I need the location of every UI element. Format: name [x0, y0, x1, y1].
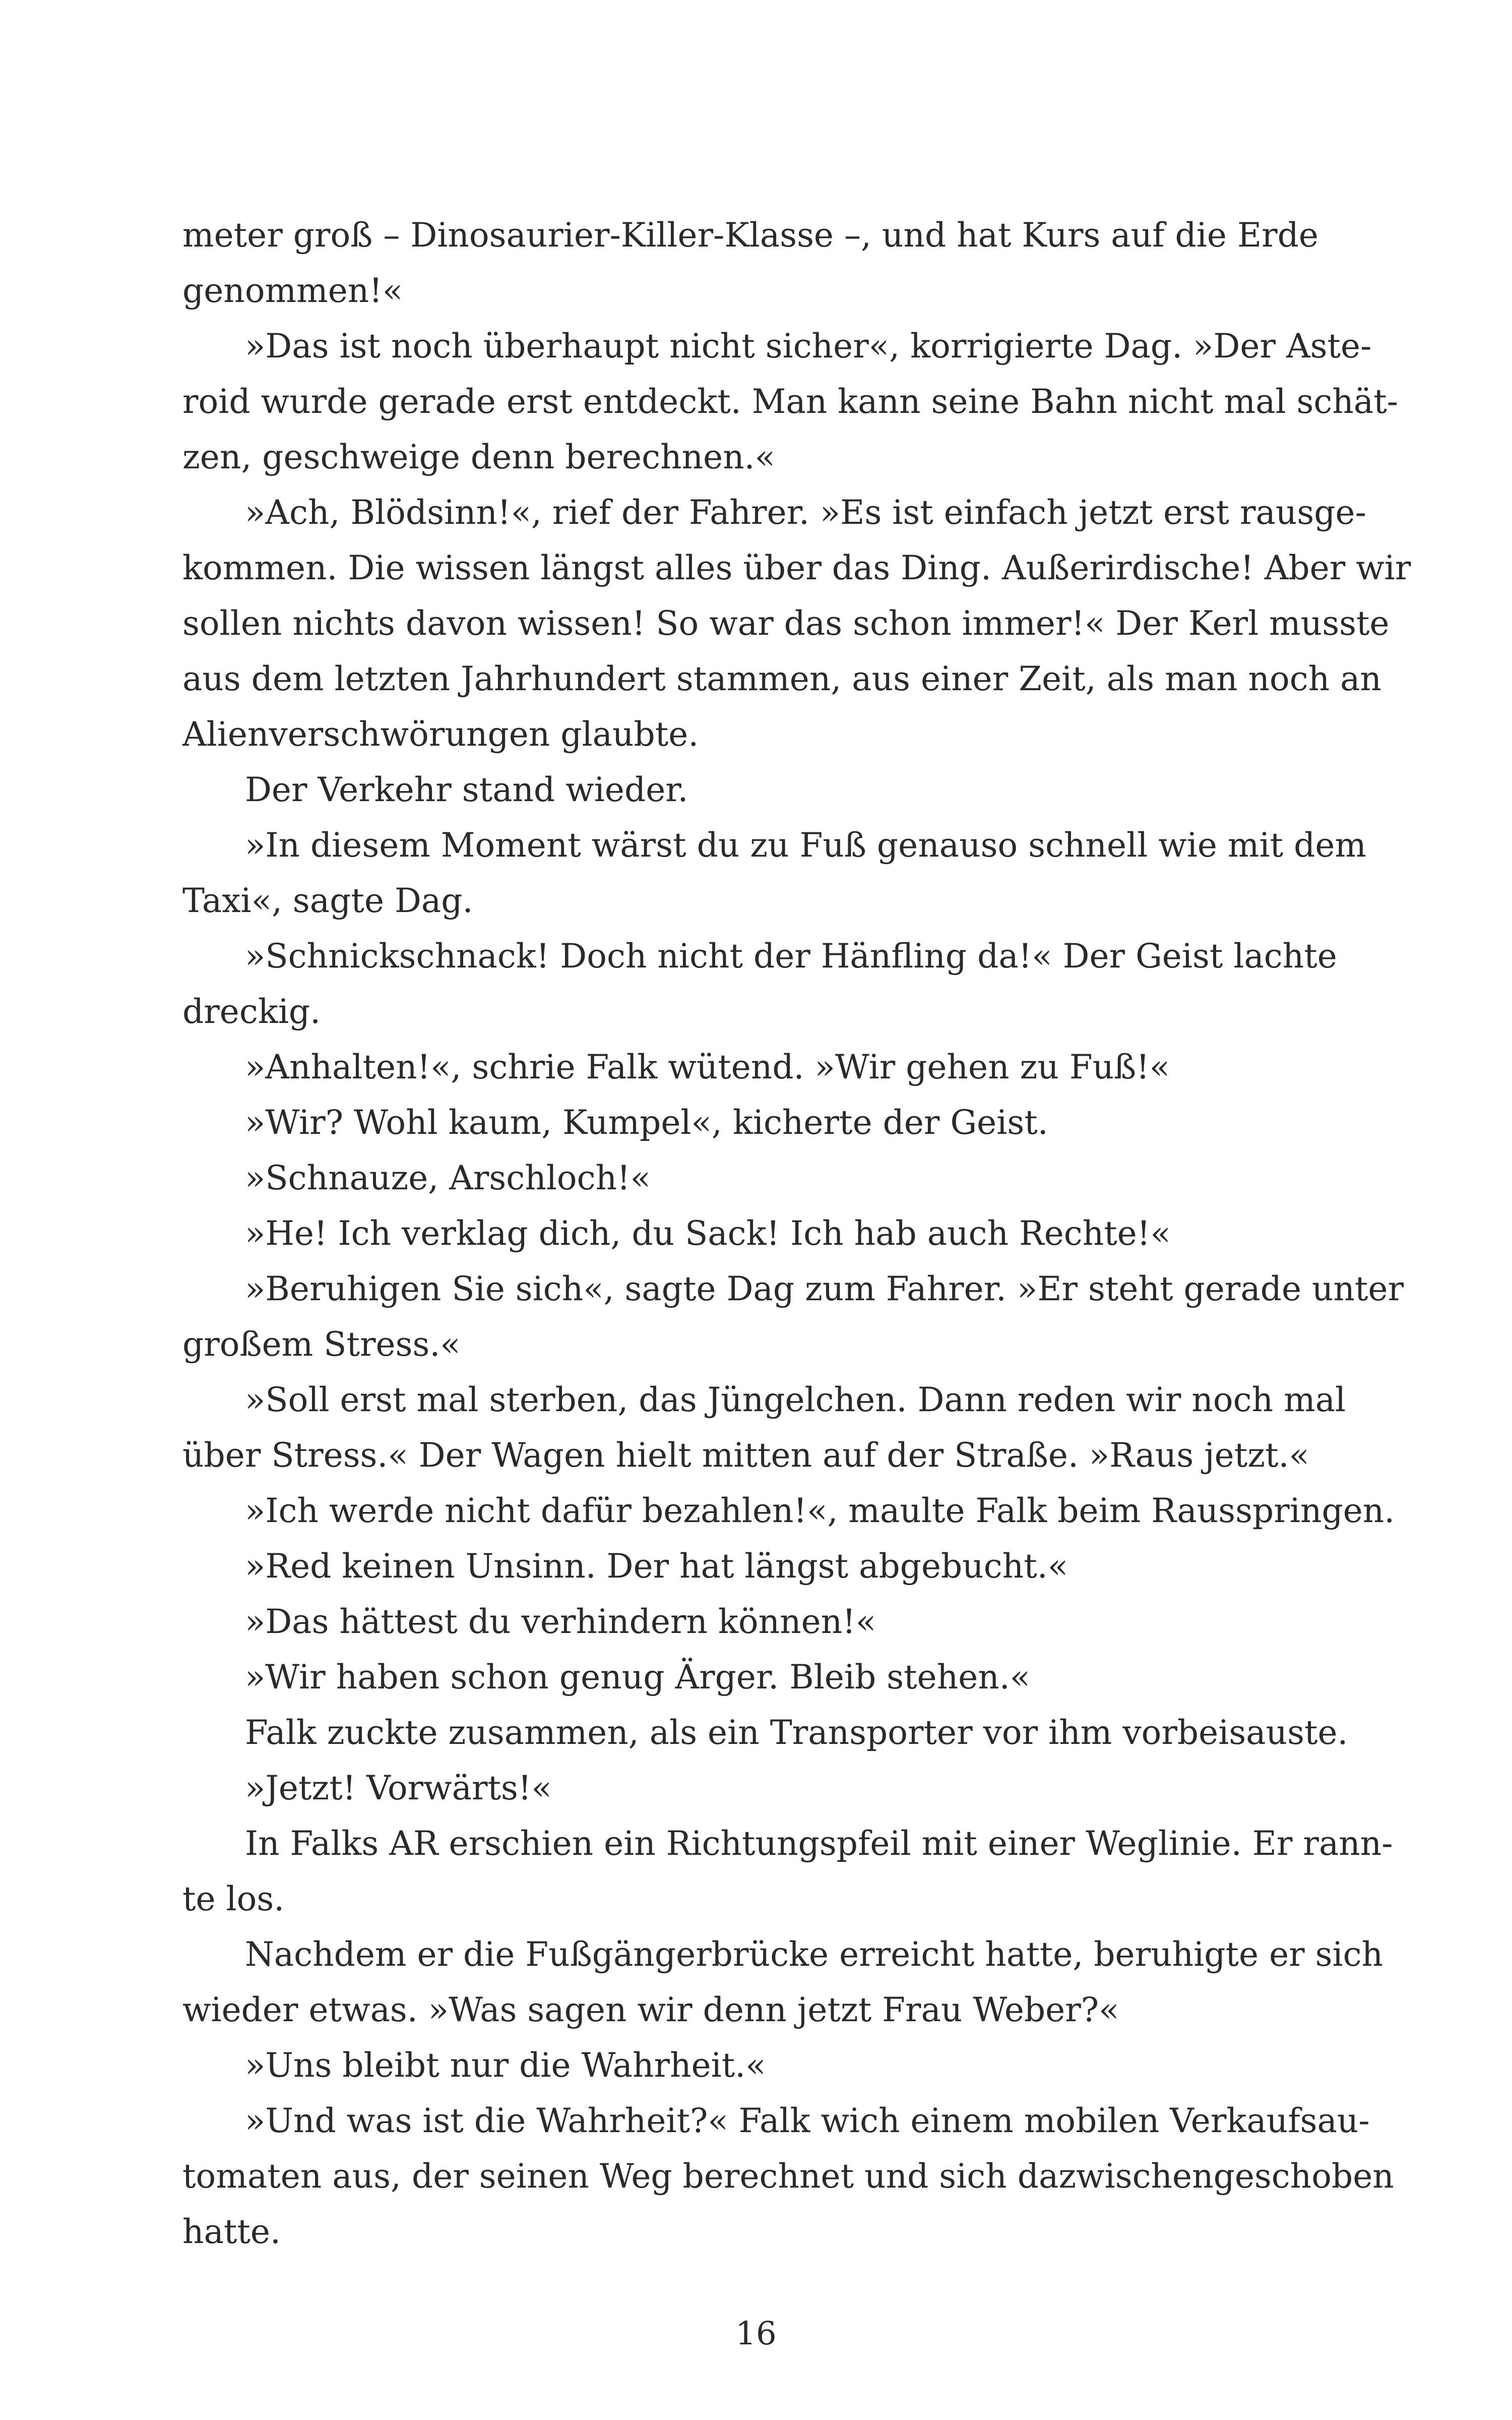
text-line: »Anhalten!«, schrie Falk wütend. »Wir gehen zu Fuß!«	[245, 1048, 1170, 1086]
text-line: großem Stress.«	[182, 1325, 461, 1364]
text-line: »Schnauze, Arschloch!«	[245, 1159, 651, 1197]
text-line: meter groß – Dinosaurier-Killer-Klasse –, und hat Kurs auf die Erde	[182, 216, 1318, 255]
text-line: Taxi«, sagte Dag.	[182, 881, 473, 920]
text-line: »Wir? Wohl kaum, Kumpel«, kicherte der Geist.	[245, 1103, 1048, 1142]
text-line: zen, geschweige denn berechnen.«	[182, 438, 776, 476]
text-line: Falk zuckte zusammen, als ein Transporter vor ihm vorbeisauste.	[245, 1713, 1348, 1752]
text-line: wieder etwas. »Was sagen wir denn jetzt Frau Weber?«	[182, 1990, 1119, 2029]
text-line: Der Verkehr stand wieder.	[245, 770, 688, 809]
text-line: »Uns bleibt nur die Wahrheit.«	[245, 2046, 766, 2085]
page-number: 16	[735, 2315, 777, 2352]
text-line: über Stress.« Der Wagen hielt mitten auf der Straße. »Raus jetzt.«	[182, 1436, 1309, 1475]
text-line: »Jetzt! Vorwärts!«	[245, 1769, 552, 1807]
text-line: »Das ist noch überhaupt nicht sicher«, korrigierte Dag. »Der Aste-	[245, 327, 1372, 366]
text-line: »In diesem Moment wärst du zu Fuß genauso schnell wie mit dem	[245, 826, 1367, 865]
text-line: »Schnickschnack! Doch nicht der Hänfling da!« Der Geist lachte	[245, 937, 1337, 976]
text-line: roid wurde gerade erst entdeckt. Man kann seine Bahn nicht mal schät-	[182, 382, 1399, 421]
text-line: Alienverschwörungen glaubte.	[182, 715, 699, 754]
text-line: »Beruhigen Sie sich«, sagte Dag zum Fahrer. »Er steht gerade unter	[245, 1269, 1404, 1308]
text-line: »Ach, Blödsinn!«, rief der Fahrer. »Es ist einfach jetzt erst rausge-	[245, 493, 1366, 532]
text-line: Nachdem er die Fußgängerbrücke erreicht hatte, beruhigte er sich	[245, 1935, 1383, 1974]
text-line: »Red keinen Unsinn. Der hat längst abgebucht.«	[245, 1547, 1068, 1586]
text-line: »He! Ich verklag dich, du Sack! Ich hab auch Rechte!«	[245, 1214, 1171, 1253]
text-line: »Ich werde nicht dafür bezahlen!«, maulte Falk beim Rausspringen.	[245, 1491, 1395, 1530]
text-line: dreckig.	[182, 992, 321, 1031]
text-line: sollen nichts davon wissen! So war das schon immer!« Der Kerl musste	[182, 604, 1390, 643]
body-text	[182, 208, 1411, 2260]
text-line: »Soll erst mal sterben, das Jüngelchen. Dann reden wir noch mal	[245, 1380, 1346, 1419]
text-line: te los.	[182, 1880, 285, 1918]
text-line: kommen. Die wissen längst alles über das Ding. Außerirdische! Aber wir	[182, 549, 1411, 587]
text-line: »Und was ist die Wahrheit?« Falk wich einem mobilen Verkaufsau-	[245, 2101, 1370, 2140]
text-line: »Das hättest du verhindern können!«	[245, 1602, 876, 1641]
text-line: In Falks AR erschien ein Richtungspfeil mit einer Weglinie. Er rann-	[245, 1824, 1393, 1863]
text-line: aus dem letzten Jahrhundert stammen, aus einer Zeit, als man noch an	[182, 659, 1382, 698]
text-line: tomaten aus, der seinen Weg berechnet und sich dazwischengeschoben	[182, 2157, 1394, 2196]
text-line: hatte.	[182, 2212, 281, 2251]
text-line: »Wir haben schon genug Ärger. Bleib stehen.«	[245, 1658, 1031, 1697]
text-line: genommen!«	[182, 271, 403, 310]
